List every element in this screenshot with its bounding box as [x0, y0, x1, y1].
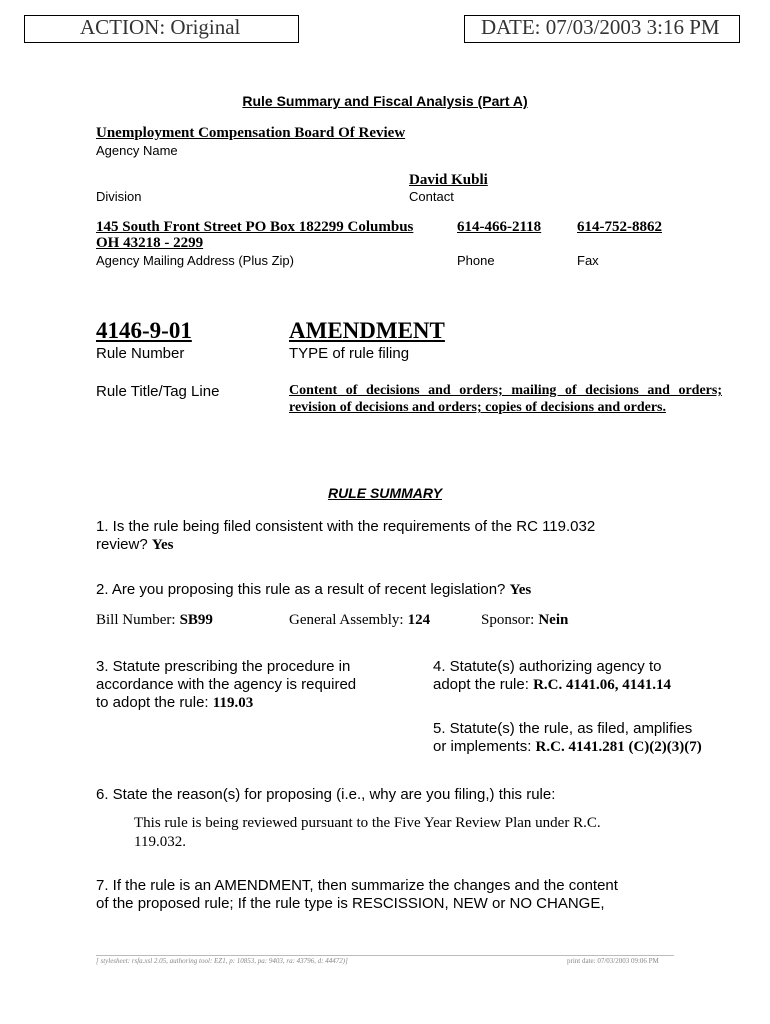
bill-number-label: Bill Number:: [96, 612, 176, 628]
agency-name-label: Agency Name: [96, 143, 178, 158]
sponsor-value: Nein: [538, 612, 569, 628]
contact-label: Contact: [409, 189, 454, 204]
general-assembly-value: 124: [407, 612, 431, 628]
rule-title-label: Rule Title/Tag Line: [96, 383, 220, 400]
question-4-line1: 4. Statute(s) authorizing agency to: [433, 658, 662, 675]
question-7-line1: 7. If the rule is an AMENDMENT, then summarize the changes and the content: [96, 877, 618, 894]
contact-value: David Kubli: [409, 172, 488, 188]
question-1-answer: Yes: [151, 537, 174, 553]
agency-name-value: Unemployment Compensation Board Of Review: [96, 125, 406, 141]
question-1: [96, 518, 595, 554]
question-6-answer: [134, 814, 601, 852]
rule-number-value: 4146-9-01: [96, 318, 192, 343]
fax-label: Fax: [577, 253, 599, 268]
address-label: Agency Mailing Address (Plus Zip): [96, 253, 294, 268]
question-3-line1: 3. Statute prescribing the procedure in: [96, 658, 351, 675]
question-3-line3: [96, 694, 356, 712]
question-5-answer: R.C. 4141.281 (C)(2)(3)(7): [535, 739, 702, 755]
question-3-line2: accordance with the agency is required: [96, 676, 357, 693]
question-3: [96, 658, 356, 712]
action-box: [24, 15, 299, 43]
rule-title-value: Content of decisions and orders; mailing of decisions and orders; revision of decisions and orders; copies of decisions and orders.: [289, 383, 722, 415]
footer-divider: [96, 955, 674, 956]
question-2: [96, 581, 531, 599]
rule-number-label: Rule Number: [96, 345, 185, 362]
question-6-answer-line2: 119.032.: [134, 834, 186, 850]
rule-type-label: TYPE of rule filing: [289, 345, 410, 362]
action-text: ACTION: Original: [80, 15, 241, 39]
question-1-line2: [96, 536, 595, 554]
address-line2: OH 43218 - 2299: [96, 235, 204, 251]
bill-number: [96, 611, 213, 629]
question-7: [96, 877, 618, 913]
question-2-answer: Yes: [509, 582, 532, 598]
address-line1: 145 South Front Street PO Box 182299 Columbus: [96, 219, 414, 235]
fax-value: 614-752-8862: [577, 219, 662, 235]
question-6-answer-line1: This rule is being reviewed pursuant to the Five Year Review Plan under R.C.: [134, 815, 601, 831]
question-1-line1: 1. Is the rule being filed consistent with the requirements of the RC 119.032: [96, 518, 596, 535]
sponsor-label: Sponsor:: [481, 612, 535, 628]
question-4: [433, 658, 671, 694]
question-5-line1: 5. Statute(s) the rule, as filed, amplifies: [433, 720, 693, 737]
question-4-line2-text: adopt the rule:: [433, 676, 529, 693]
question-2-text: 2. Are you proposing this rule as a result of recent legislation?: [96, 581, 506, 598]
question-5: [433, 720, 702, 756]
question-7-line2: of the proposed rule; If the rule type is RESCISSION, NEW or NO CHANGE,: [96, 895, 605, 912]
date-box: [464, 15, 740, 43]
question-3-answer: 119.03: [212, 695, 254, 711]
division-label: Division: [96, 189, 142, 204]
phone-value: 614-466-2118: [457, 219, 542, 235]
rule-type-value: AMENDMENT: [289, 318, 445, 343]
question-5-line2: [433, 738, 702, 756]
general-assembly: [289, 611, 430, 629]
question-4-answer: R.C. 4141.06, 4141.14: [533, 677, 671, 693]
sponsor: [481, 611, 568, 629]
bill-number-value: SB99: [179, 612, 213, 628]
date-text: DATE: 07/03/2003 3:16 PM: [481, 15, 720, 39]
question-3-line3-text: to adopt the rule:: [96, 694, 209, 711]
footer-meta: [ stylesheet: rsfa.xsl 2.05, authoring tool: EZ1, p: 10853, pa: 9403, ra: 43796, d: 44472)]: [96, 957, 348, 965]
general-assembly-label: General Assembly:: [289, 612, 404, 628]
question-4-line2: [433, 676, 671, 694]
footer-print-date: print date: 07/03/2003 09:06 PM: [567, 957, 659, 965]
question-6: 6. State the reason(s) for proposing (i.e., why are you filing,) this rule:: [96, 786, 556, 803]
page-title: Rule Summary and Fiscal Analysis (Part A): [242, 93, 528, 109]
question-1-line2-text: review?: [96, 536, 148, 553]
question-5-line2-text: or implements:: [433, 738, 532, 755]
rule-summary-heading: RULE SUMMARY: [327, 485, 443, 501]
phone-label: Phone: [457, 253, 495, 268]
